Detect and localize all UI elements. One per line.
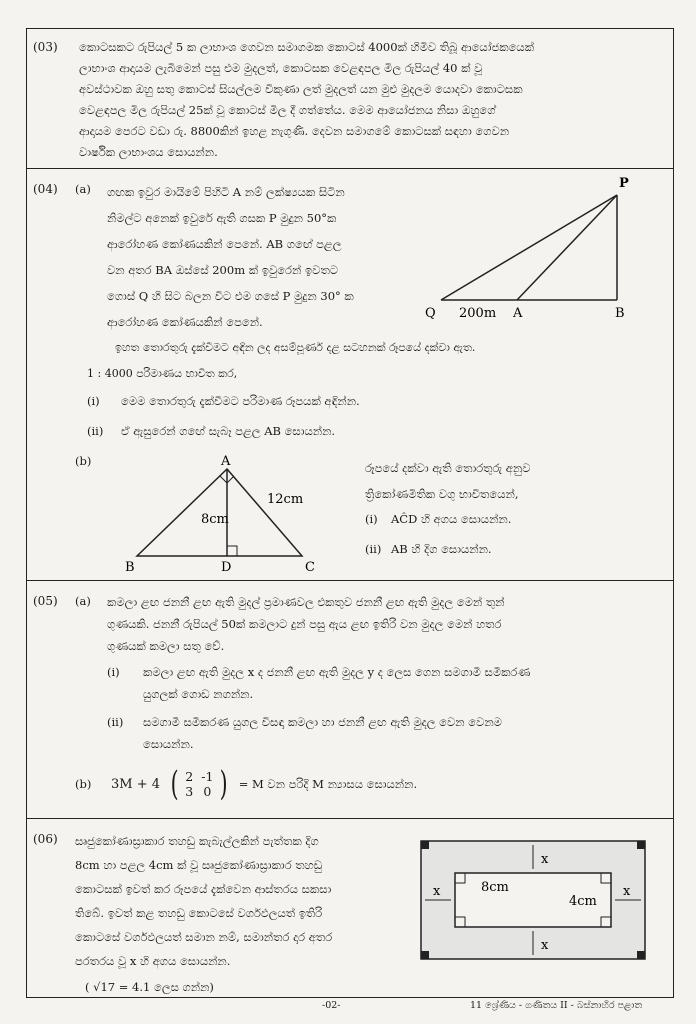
- question-text: [79, 37, 663, 163]
- matrix-cell: 2: [185, 769, 194, 784]
- part-b-text: [365, 455, 530, 507]
- matrix-suffix: = M වන පරිදි M න්‍යාසය සොයන්න.: [238, 776, 418, 791]
- label-b: B: [125, 560, 135, 575]
- sub-label: (ii): [107, 715, 124, 729]
- text-line: තිබේ. ඉවත් කළ තහඩු කොටසේ වර්ගඵලයත් ඉතිරි: [75, 906, 323, 920]
- label-c: C: [305, 560, 315, 575]
- text-line: වෙළඳපල මිල රුපියල් 25ක් වූ කොටස් මිල දී ගත්තේය. මෙම ආයෝජනය නිසා ඔහුගේ: [79, 103, 496, 117]
- matrix: ( 2 -1 3 0 ): [170, 764, 229, 804]
- text-line: ත්‍රිකෝණමිතික වගු භාවිතයෙන්,: [365, 487, 519, 501]
- question-number: (04): [33, 182, 58, 196]
- label-p: P: [619, 176, 629, 191]
- part-a-text: [107, 591, 505, 657]
- matrix-prefix: 3M + 4: [111, 776, 161, 792]
- sub-ii: [107, 711, 502, 755]
- text-line: කොටසේ වර්ගඵලයත් සමාන නම්, සමාන්තර දාර අතර: [75, 930, 333, 944]
- part-a-label: (a): [75, 594, 91, 608]
- sub-line: සොයන්න.: [143, 737, 194, 751]
- hint: ( √17 = 4.1 ලෙස ගන්න): [85, 980, 214, 994]
- sub-ii: [87, 421, 335, 442]
- text-line: 8cm හා පළල 4cm ක් වූ සෘජුකෝණාස්‍රාකාර තහඩු: [75, 858, 323, 872]
- part-a-label: (a): [75, 182, 91, 196]
- text-line: රූපයේ දක්වා ඇති තොරතුරු අනුව: [365, 461, 531, 475]
- sub-text: ඒ ඇසුරෙන් ගඟේ සැබෑ පළල AB සොයන්න.: [121, 424, 336, 438]
- label-d: D: [221, 560, 232, 575]
- text-line: ආදායම පෙරට වඩා රු. 8800කින් ඉහළ නැගුණි. දෙවන සමාගමේ කොටසක් සඳහා ගෙවන: [79, 124, 510, 138]
- corner: [637, 841, 645, 849]
- text-line: කොටසකට රුපියල් 5 ක ලාභාංශ ගෙවන සමාගමක කොටස් 4000ක් හිමිව තිබූ ආයෝජකයෙක්: [79, 40, 535, 54]
- corner: [421, 951, 429, 959]
- sub-label: (ii): [365, 542, 382, 556]
- label-x-left: x: [433, 884, 441, 899]
- text-line: කොටසක් ඉවත් කර රූපයේ දැක්වෙන ආස්තරය සකසා: [75, 882, 332, 896]
- question-number: (03): [33, 40, 58, 54]
- sub-label: (ii): [87, 424, 104, 438]
- sub-text: AĈD හි අගය සොයන්න.: [391, 512, 512, 526]
- part-b-label: (b): [75, 776, 92, 791]
- question-04: [27, 169, 673, 581]
- river-tree-figure: [417, 175, 667, 325]
- label-x-bottom: x: [541, 938, 549, 953]
- text-line: කමලා ළඟ ජනනී ළඟ ඇති මුදල් ප්‍රමාණවල එකතුව ජනනී ළඟ ඇති මුදල මෙන් තුන්: [107, 595, 505, 609]
- sub-label: (i): [365, 512, 378, 526]
- text-line: ආරෝහණ කෝණයකින් පෙනේ. AB ගඟේ පළල: [107, 237, 342, 251]
- label-dist: 200m: [459, 306, 497, 321]
- frame-figure: [419, 839, 647, 961]
- question-frame: [26, 28, 674, 998]
- b-sub-i: [365, 509, 511, 530]
- figure-note: ඉහත තොරතුරු දැක්වීමට අඳින ලද අසම්පූර්ණ දළ සටහනක් රූපයේ දක්වා ඇත.: [115, 341, 476, 354]
- corner: [637, 951, 645, 959]
- triangle-figure: [107, 451, 357, 576]
- sub-i: [107, 661, 530, 705]
- corner: [421, 841, 429, 849]
- question-number: (06): [33, 832, 58, 846]
- footer-right: 11 ශ්‍රේණිය - ගණිතය II - බස්නාහිර පළාත: [470, 1000, 643, 1011]
- text-line: පරතරය වූ x හි අගය සොයන්න.: [75, 954, 231, 968]
- sub-line: යුගලක් ගොඩ නගන්න.: [143, 687, 254, 701]
- b-sub-ii: [365, 539, 492, 560]
- label-x-top: x: [541, 852, 549, 867]
- sub-label: (i): [87, 394, 100, 408]
- question-06: [27, 819, 673, 997]
- matrix-cell: 0: [203, 784, 212, 799]
- text-line: වන අතර BA ඔස්සේ 200m ක් ඉවුරෙන් ඉවතට: [107, 263, 339, 277]
- text-line: අවස්ථාවක ඔහු සතු කොටස් සියල්ලම විකුණා ලත් මුදලත් යන මුළු මුදලම යොදවා කොටසක: [79, 82, 523, 96]
- page-number: -02-: [322, 1000, 341, 1011]
- sight-line-a: [517, 195, 617, 300]
- sub-line: කමලා ළඟ ඇති මුදල x ද ජනනී ළඟ ඇති මුදල y ද ලෙස ගෙන සමගාමී සමීකරණ: [143, 665, 531, 679]
- text-line: ගඟක ඉවුර මායිමේ පිහිටි A නම් ලක්ෂ්‍යයක සිටින: [107, 185, 345, 199]
- question-05: [27, 581, 673, 819]
- part-b-label: (b): [75, 454, 92, 468]
- label-a: A: [513, 306, 523, 321]
- sub-line: සමගාමී සමීකරණ යුගල විසඳා කමලා හා ජනනී ළඟ ඇති මුදල වෙන වෙනම: [143, 715, 502, 729]
- text-line: ලාභාංශ ආදායම ලැබීමෙන් පසු එම මුදලත්, කොටසක වෙළඳපල මිල රුපියල් 40 ක් වූ: [79, 61, 483, 75]
- matrix-cell: 3: [185, 784, 194, 799]
- label-width: 4cm: [569, 894, 597, 909]
- label-q: Q: [425, 306, 436, 321]
- text-line: සෘජුකෝණාස්‍රාකාර තහඩු කැබැල්ලකින් පැත්තක දිග: [75, 834, 319, 848]
- label-ac: 12cm: [267, 492, 304, 507]
- part-a-text: [107, 179, 354, 335]
- sub-text: AB හි දිග සොයන්න.: [391, 542, 492, 556]
- text-line: ගුණයක් කමලා සතු වේ.: [107, 639, 225, 653]
- label-length: 8cm: [481, 880, 509, 895]
- part-b: [75, 764, 418, 804]
- text-line: ගොස් Q හි සිට බලන විට එම ගසේ P මුදුන 30° ක: [107, 289, 354, 303]
- sub-label: (i): [107, 665, 120, 679]
- scale-text: 1 : 4000 පරිමාණය භාවිත කර,: [87, 367, 238, 380]
- text-line: නිමල්ට අනෙක් ඉවුරේ ඇති ගසක P මුදුන 50°ක: [107, 211, 337, 225]
- sub-i: [87, 391, 360, 412]
- label-x-right: x: [623, 884, 631, 899]
- label-a: A: [221, 454, 231, 469]
- question-03: [27, 29, 673, 169]
- text-line: ආරෝහණ කෝණයකින් පෙනේ.: [107, 315, 263, 329]
- question-text: [75, 829, 332, 973]
- sub-text: මෙම තොරතුරු දැක්වීමට පරිමාණ රූපයක් අඳින්න.: [121, 394, 360, 408]
- text-line: ගුණයකි. ජනනී රුපියල් 50ක් කමලාට දුන් පසු ඇය ළඟ ඉතිරි වන මුදල මෙන් හතර: [107, 617, 502, 631]
- question-number: (05): [33, 594, 58, 608]
- label-b: B: [615, 306, 625, 321]
- matrix-cell: -1: [201, 769, 214, 784]
- sight-line-q: [441, 195, 617, 300]
- right-angle-d: [227, 546, 237, 556]
- text-line: වාර්ෂික ලාභාංශය සොයන්න.: [79, 145, 218, 159]
- label-ad: 8cm: [201, 512, 229, 527]
